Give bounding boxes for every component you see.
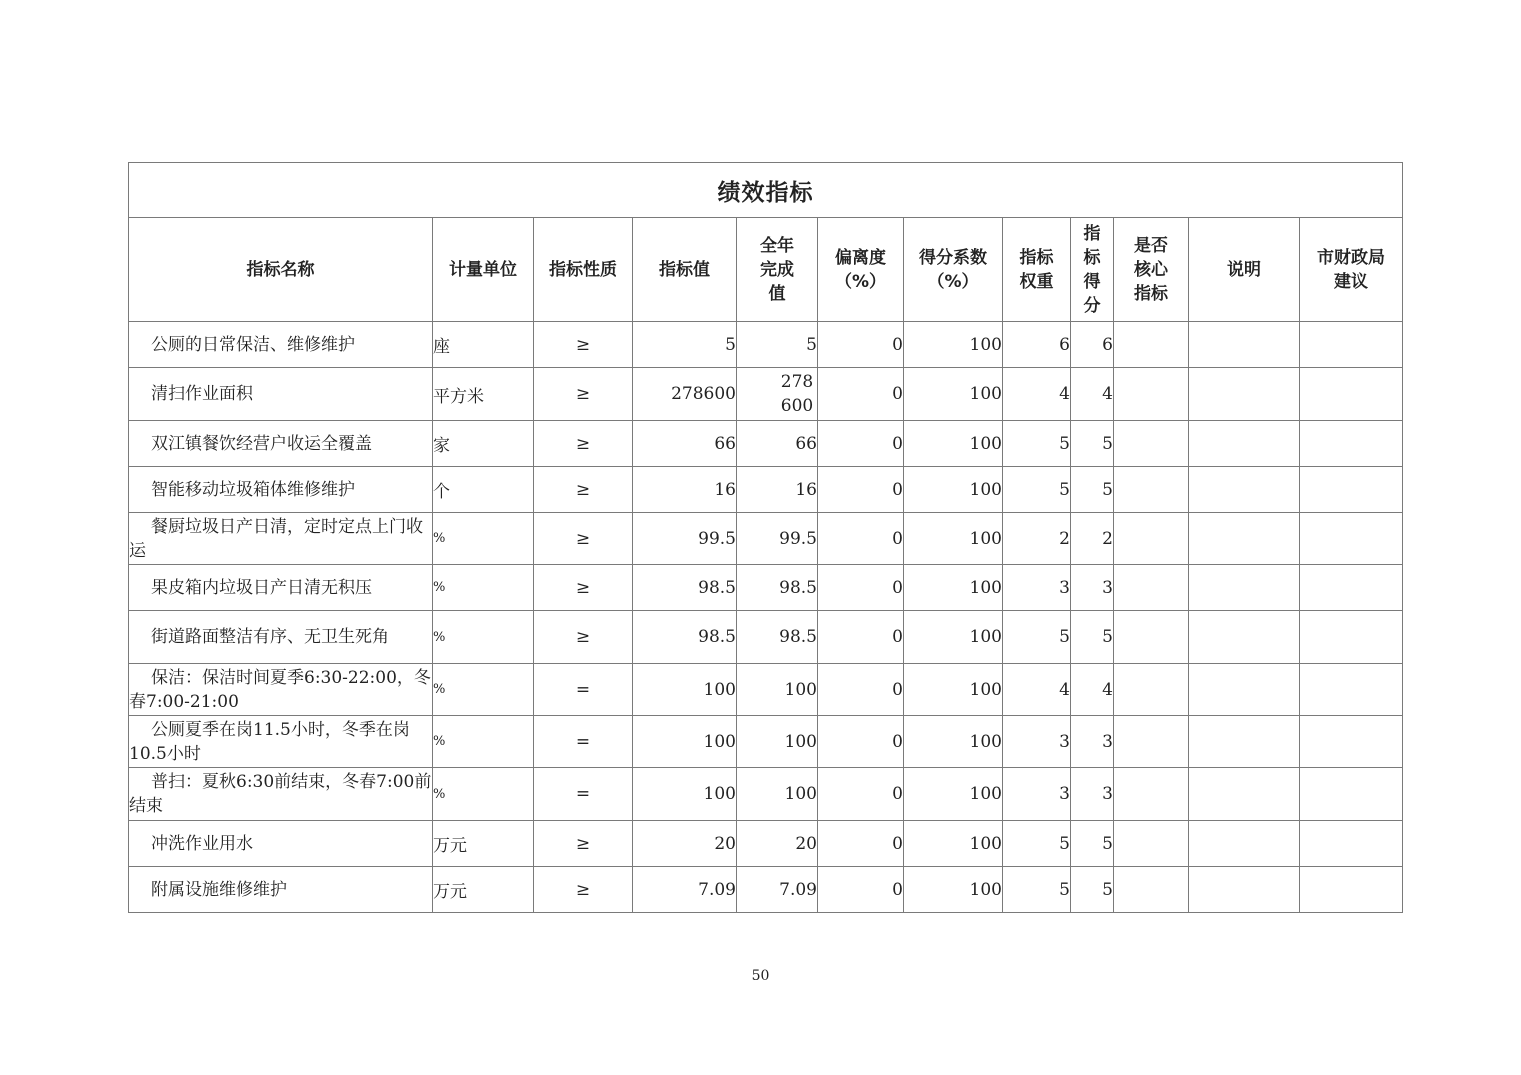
finance-advice-cell (1300, 664, 1403, 716)
score-cell: 5 (1071, 821, 1114, 867)
target-value-cell: 100 (633, 664, 737, 716)
target-value-cell: 99.5 (633, 513, 737, 565)
header-score (1071, 218, 1114, 322)
annual-actual-cell: 98.5 (737, 565, 818, 611)
table-row (129, 421, 1403, 467)
unit-cell: % (433, 716, 534, 768)
page-number: 50 (751, 968, 770, 984)
deviation-cell: 0 (818, 322, 904, 368)
score-cell: 3 (1071, 565, 1114, 611)
indicator-name-cell: 公厕夏季在岗11.5小时，冬季在岗10.5小时 (129, 716, 433, 768)
unit-cell: % (433, 664, 534, 716)
note-cell (1189, 821, 1300, 867)
header-row (129, 218, 1403, 322)
table-body (129, 322, 1403, 913)
annual-actual-cell: 7.09 (737, 867, 818, 913)
score-cell: 5 (1071, 421, 1114, 467)
score-coefficient-cell: 100 (904, 368, 1003, 421)
finance-advice-cell (1300, 322, 1403, 368)
score-cell: 3 (1071, 768, 1114, 821)
score-cell: 3 (1071, 716, 1114, 768)
score-coefficient-cell: 100 (904, 664, 1003, 716)
weight-cell: 3 (1003, 565, 1071, 611)
nature-cell: ≥ (534, 867, 633, 913)
unit-cell: 万元 (433, 821, 534, 867)
is-core-cell (1114, 716, 1189, 768)
is-core-cell (1114, 368, 1189, 421)
indicator-name-cell: 附属设施维修维护 (129, 867, 433, 913)
target-value-cell: 100 (633, 716, 737, 768)
finance-advice-cell (1300, 421, 1403, 467)
score-cell: 2 (1071, 513, 1114, 565)
annual-actual-cell: 99.5 (737, 513, 818, 565)
unit-cell: % (433, 565, 534, 611)
score-coefficient-cell: 100 (904, 467, 1003, 513)
header-finance-advice (1300, 218, 1403, 322)
target-value-cell: 7.09 (633, 867, 737, 913)
weight-cell: 2 (1003, 513, 1071, 565)
unit-cell: 座 (433, 322, 534, 368)
table-row (129, 611, 1403, 664)
annual-actual-cell: 20 (737, 821, 818, 867)
annual-actual-cell: 100 (737, 664, 818, 716)
score-coefficient-cell: 100 (904, 716, 1003, 768)
header-score-text: 指标得分 (1083, 223, 1101, 316)
score-coefficient-cell: 100 (904, 322, 1003, 368)
performance-indicator-table (128, 162, 1403, 913)
table-row (129, 716, 1403, 768)
table-row (129, 821, 1403, 867)
nature-cell: = (534, 664, 633, 716)
score-coefficient-cell: 100 (904, 513, 1003, 565)
header-finance-advice-text: 市财政局建议 (1317, 247, 1386, 292)
indicator-name-cell: 保洁：保洁时间夏季6:30-22:00，冬春7:00-21:00 (129, 664, 433, 716)
target-value-cell: 5 (633, 322, 737, 368)
note-cell (1189, 664, 1300, 716)
deviation-cell: 0 (818, 611, 904, 664)
is-core-cell (1114, 467, 1189, 513)
target-value-cell: 100 (633, 768, 737, 821)
indicator-name-cell: 公厕的日常保洁、维修维护 (129, 322, 433, 368)
annual-actual-cell: 98.5 (737, 611, 818, 664)
indicator-name-cell: 街道路面整洁有序、无卫生死角 (129, 611, 433, 664)
table-title: 绩效指标 (129, 163, 1403, 218)
table-row (129, 664, 1403, 716)
note-cell (1189, 322, 1300, 368)
header-note: 说明 (1189, 218, 1300, 322)
note-cell (1189, 611, 1300, 664)
nature-cell: ≥ (534, 821, 633, 867)
note-cell (1189, 716, 1300, 768)
header-score-coefficient-text: 得分系数（%） (919, 247, 987, 292)
annual-actual-cell: 5 (737, 322, 818, 368)
nature-cell: = (534, 768, 633, 821)
finance-advice-cell (1300, 467, 1403, 513)
unit-cell: 平方米 (433, 368, 534, 421)
weight-cell: 3 (1003, 768, 1071, 821)
header-target-value: 指标值 (633, 218, 737, 322)
deviation-cell: 0 (818, 565, 904, 611)
target-value-cell: 98.5 (633, 611, 737, 664)
is-core-cell (1114, 821, 1189, 867)
score-cell: 4 (1071, 664, 1114, 716)
score-cell: 4 (1071, 368, 1114, 421)
note-cell (1189, 421, 1300, 467)
nature-cell: ≥ (534, 565, 633, 611)
score-coefficient-cell: 100 (904, 867, 1003, 913)
weight-cell: 5 (1003, 421, 1071, 467)
finance-advice-cell (1300, 821, 1403, 867)
weight-cell: 3 (1003, 716, 1071, 768)
score-cell: 6 (1071, 322, 1114, 368)
unit-cell: % (433, 768, 534, 821)
weight-cell: 4 (1003, 664, 1071, 716)
indicator-name-cell: 冲洗作业用水 (129, 821, 433, 867)
annual-actual-cell: 100 (737, 716, 818, 768)
finance-advice-cell (1300, 867, 1403, 913)
score-coefficient-cell: 100 (904, 768, 1003, 821)
target-value-cell: 20 (633, 821, 737, 867)
finance-advice-cell (1300, 768, 1403, 821)
target-value-cell: 16 (633, 467, 737, 513)
nature-cell: ≥ (534, 421, 633, 467)
unit-cell: 万元 (433, 867, 534, 913)
header-score-coefficient (904, 218, 1003, 322)
finance-advice-cell (1300, 368, 1403, 421)
header-deviation (818, 218, 904, 322)
table-row (129, 368, 1403, 421)
deviation-cell: 0 (818, 421, 904, 467)
is-core-cell (1114, 565, 1189, 611)
weight-cell: 4 (1003, 368, 1071, 421)
score-coefficient-cell: 100 (904, 565, 1003, 611)
target-value-cell: 278600 (633, 368, 737, 421)
weight-cell: 5 (1003, 821, 1071, 867)
unit-cell: % (433, 513, 534, 565)
score-coefficient-cell: 100 (904, 821, 1003, 867)
annual-actual-cell: 100 (737, 768, 818, 821)
header-annual-actual-text: 全年完成值 (760, 235, 794, 304)
table-row (129, 565, 1403, 611)
deviation-cell: 0 (818, 467, 904, 513)
header-is-core-text: 是否核心指标 (1134, 235, 1168, 304)
header-indicator-name: 指标名称 (129, 218, 433, 322)
is-core-cell (1114, 322, 1189, 368)
score-cell: 5 (1071, 867, 1114, 913)
score-cell: 5 (1071, 611, 1114, 664)
deviation-cell: 0 (818, 513, 904, 565)
finance-advice-cell (1300, 513, 1403, 565)
header-is-core (1114, 218, 1189, 322)
is-core-cell (1114, 664, 1189, 716)
header-nature: 指标性质 (534, 218, 633, 322)
note-cell (1189, 768, 1300, 821)
deviation-cell: 0 (818, 768, 904, 821)
annual-actual-cell: 66 (737, 421, 818, 467)
note-cell (1189, 513, 1300, 565)
score-cell: 5 (1071, 467, 1114, 513)
weight-cell: 5 (1003, 467, 1071, 513)
unit-cell: % (433, 611, 534, 664)
header-weight-text: 指标权重 (1019, 247, 1054, 292)
annual-actual-cell: 16 (737, 467, 818, 513)
indicator-name-cell: 餐厨垃圾日产日清，定时定点上门收运 (129, 513, 433, 565)
table-row (129, 322, 1403, 368)
score-coefficient-cell: 100 (904, 611, 1003, 664)
note-cell (1189, 467, 1300, 513)
header-weight (1003, 218, 1071, 322)
nature-cell: ≥ (534, 611, 633, 664)
finance-advice-cell (1300, 611, 1403, 664)
deviation-cell: 0 (818, 821, 904, 867)
is-core-cell (1114, 421, 1189, 467)
target-value-cell: 66 (633, 421, 737, 467)
indicator-name-cell: 普扫：夏秋6:30前结束，冬春7:00前结束 (129, 768, 433, 821)
deviation-cell: 0 (818, 368, 904, 421)
finance-advice-cell (1300, 565, 1403, 611)
note-cell (1189, 368, 1300, 421)
header-unit: 计量单位 (433, 218, 534, 322)
table-row (129, 867, 1403, 913)
indicator-name-cell: 清扫作业面积 (129, 368, 433, 421)
indicator-name-cell: 智能移动垃圾箱体维修维护 (129, 467, 433, 513)
is-core-cell (1114, 513, 1189, 565)
weight-cell: 6 (1003, 322, 1071, 368)
nature-cell: ≥ (534, 467, 633, 513)
score-coefficient-cell: 100 (904, 421, 1003, 467)
finance-advice-cell (1300, 716, 1403, 768)
note-cell (1189, 867, 1300, 913)
annual-actual-wrapped-text: 278600 (780, 372, 814, 416)
unit-cell: 个 (433, 467, 534, 513)
deviation-cell: 0 (818, 867, 904, 913)
nature-cell: = (534, 716, 633, 768)
weight-cell: 5 (1003, 611, 1071, 664)
annual-actual-cell (737, 368, 818, 421)
header-deviation-text: 偏离度（%） (834, 247, 887, 292)
note-cell (1189, 565, 1300, 611)
unit-cell: 家 (433, 421, 534, 467)
indicator-name-cell: 双江镇餐饮经营户收运全覆盖 (129, 421, 433, 467)
is-core-cell (1114, 611, 1189, 664)
indicator-name-cell: 果皮箱内垃圾日产日清无积压 (129, 565, 433, 611)
is-core-cell (1114, 867, 1189, 913)
weight-cell: 5 (1003, 867, 1071, 913)
is-core-cell (1114, 768, 1189, 821)
target-value-cell: 98.5 (633, 565, 737, 611)
deviation-cell: 0 (818, 716, 904, 768)
table-row (129, 513, 1403, 565)
table-row (129, 467, 1403, 513)
nature-cell: ≥ (534, 368, 633, 421)
header-annual-actual (737, 218, 818, 322)
deviation-cell: 0 (818, 664, 904, 716)
nature-cell: ≥ (534, 513, 633, 565)
nature-cell: ≥ (534, 322, 633, 368)
table-row (129, 768, 1403, 821)
